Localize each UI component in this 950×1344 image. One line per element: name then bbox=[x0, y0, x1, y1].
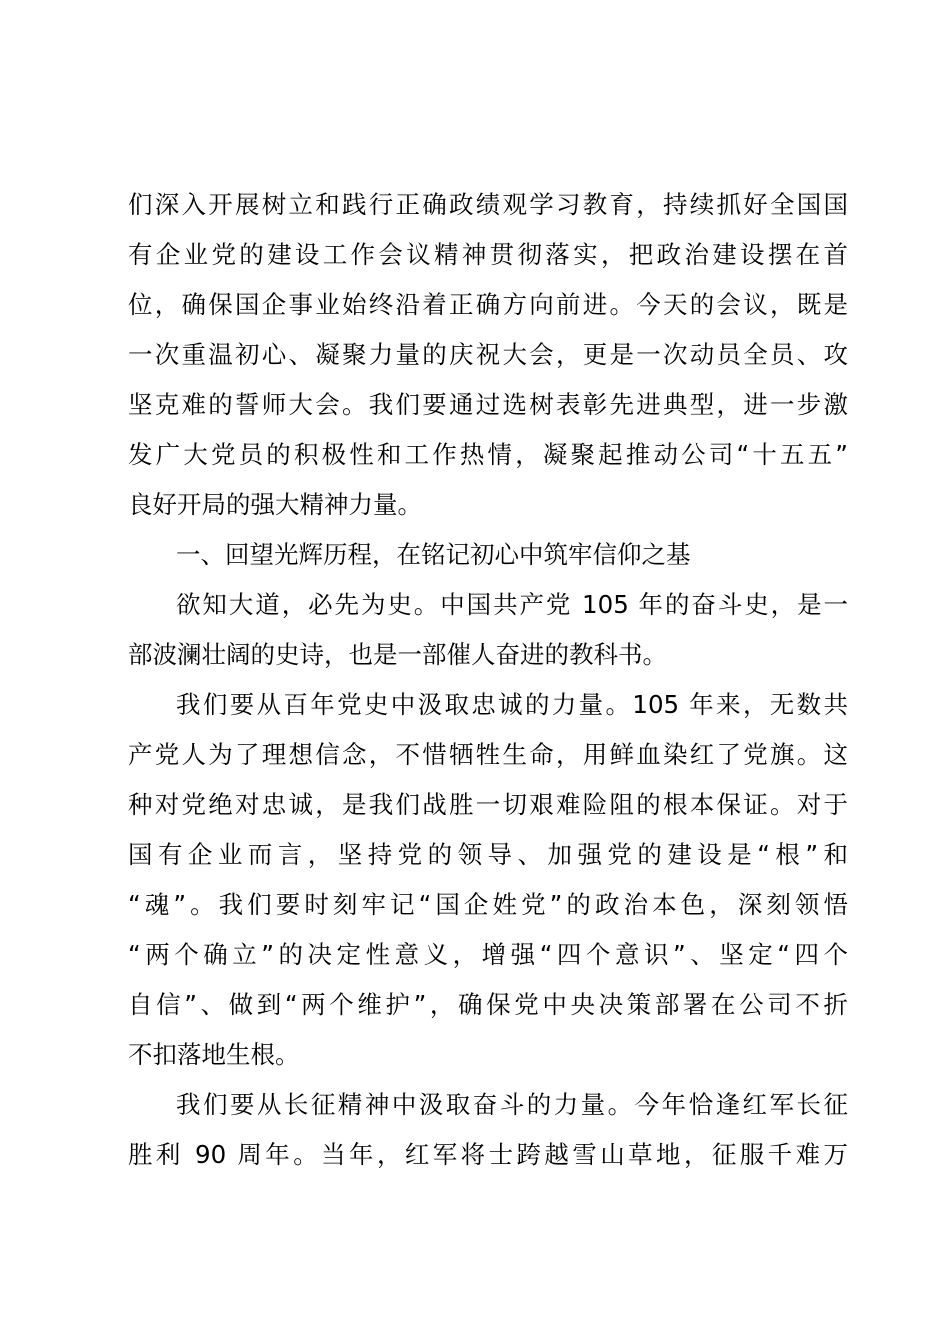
text-line: 自信”、做到“两个维护”，确保党中央决策部署在公司不折 bbox=[128, 990, 848, 1019]
text-line: 坚克难的誓师大会。我们要通过选树表彰先进典型，进一步激 bbox=[128, 390, 848, 419]
text-line: 不扣落地生根。 bbox=[128, 1040, 300, 1069]
text-line: 国有企业而言，坚持党的领导、加强党的建设是“根”和 bbox=[128, 840, 848, 869]
text-line: 欲知大道，必先为史。中国共产党 105 年的奋斗史，是一 bbox=[176, 590, 848, 619]
text-line: 位，确保国企事业始终沿着正确方向前进。今天的会议，既是 bbox=[128, 290, 848, 319]
text-line: 良好开局的强大精神力量。 bbox=[128, 490, 422, 519]
text-line: “魂”。我们要时刻牢记“国企姓党”的政治本色，深刻领悟 bbox=[128, 890, 848, 919]
text-line: 种对党绝对忠诚，是我们战胜一切艰难险阻的根本保证。对于 bbox=[128, 790, 848, 819]
text-line: 一次重温初心、凝聚力量的庆祝大会，更是一次动员全员、攻 bbox=[128, 340, 848, 369]
text-line: “两个确立”的决定性意义，增强“四个意识”、坚定“四个 bbox=[128, 940, 848, 969]
section-heading: 一、回望光辉历程，在铭记初心中筑牢信仰之基 bbox=[176, 540, 691, 569]
text-line: 发广大党员的积极性和工作热情，凝聚起推动公司“十五五” bbox=[128, 440, 848, 469]
text-line: 我们要从长征精神中汲取奋斗的力量。今年恰逢红军长征 bbox=[176, 1090, 848, 1119]
text-line: 产党人为了理想信念，不惜牺牲生命，用鲜血染红了党旗。这 bbox=[128, 740, 848, 769]
text-line: 胜利 90 周年。当年，红军将士跨越雪山草地，征服千难万 bbox=[128, 1140, 848, 1169]
text-line: 我们要从百年党史中汲取忠诚的力量。105 年来，无数共 bbox=[176, 690, 848, 719]
text-line: 部波澜壮阔的史诗，也是一部催人奋进的教科书。 bbox=[128, 640, 667, 669]
text-line: 有企业党的建设工作会议精神贯彻落实，把政治建设摆在首 bbox=[128, 240, 848, 269]
text-line: 们深入开展树立和践行正确政绩观学习教育，持续抓好全国国 bbox=[128, 190, 848, 219]
